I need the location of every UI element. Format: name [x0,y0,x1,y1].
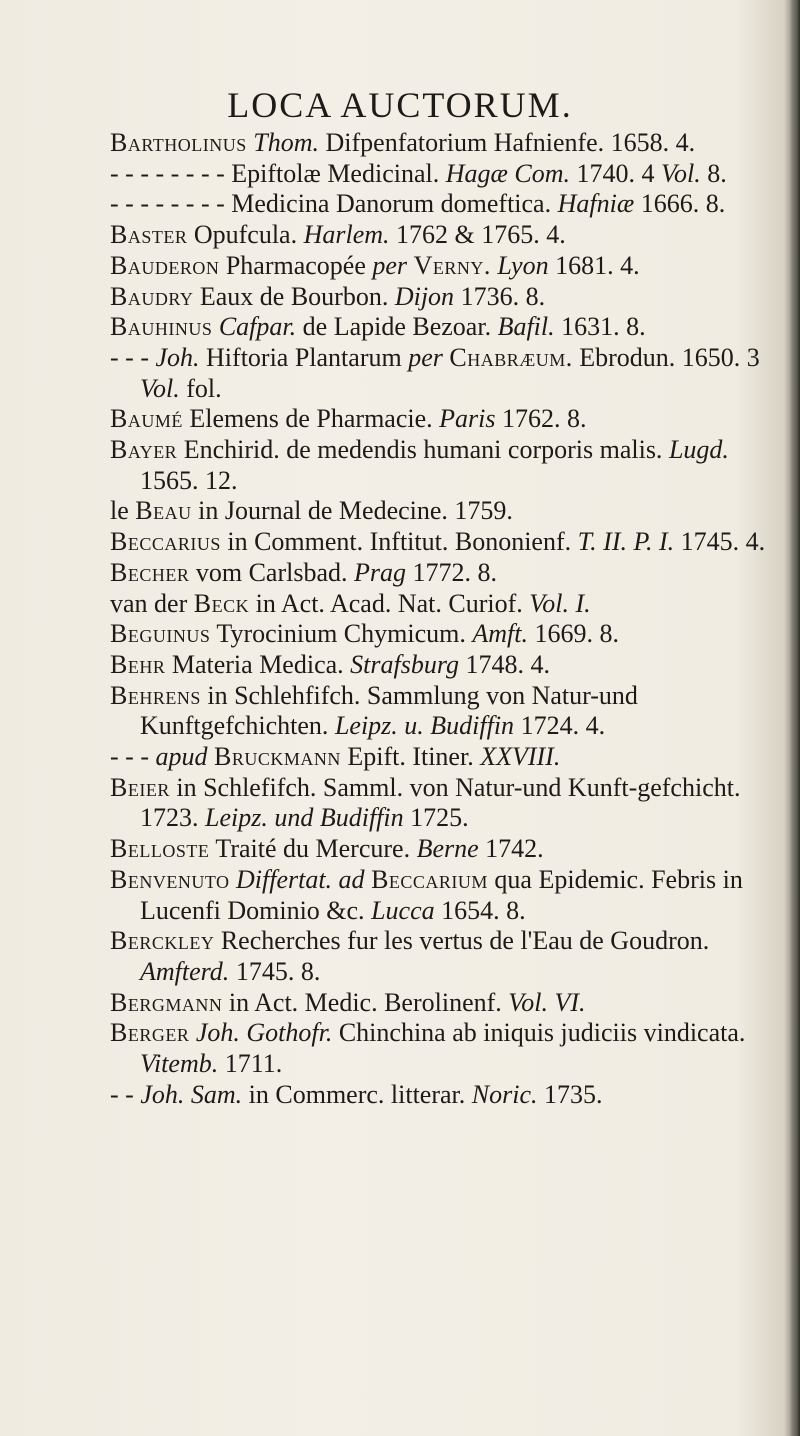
reference-entry [110,650,770,681]
italic-text: Vol. [660,158,701,188]
entry-text: Epift. Itiner. [340,742,481,772]
italic-text: Prag [354,557,406,587]
reference-entry [110,926,770,987]
reference-entry [110,527,770,558]
author-name: Beccarius [110,527,221,557]
entry-text: - - - - - - - - Epiftolæ Medicinal. [110,158,446,188]
italic-text: Strafsburg [350,649,459,679]
entry-text: in Act. Acad. Nat. Curiof. [249,588,530,618]
italic-text: Amfterd. [140,956,230,986]
author-name: Behrens [110,680,201,710]
entry-text: 1666. 8. [634,189,726,219]
reference-entry [110,865,770,926]
author-name: Berckley [110,926,215,956]
italic-text: apud [155,742,208,772]
entry-text: 1745. 4. [674,527,766,557]
italic-text: Vitemb. [140,1049,219,1079]
reference-entry [110,681,770,742]
entry-text: in Journal de Medecine. 1759. [191,496,513,526]
reference-entry [110,282,770,313]
italic-text: Bafil. [497,312,555,342]
entry-text: in Schlefifch. Samml. von Natur-und Kunft-gefchicht. 1723. [140,772,741,833]
entry-text: in Schlehfifch. Sammlung von Natur-und Kunftgefchichten. [140,680,638,741]
author-name: Bergmann [110,987,223,1017]
italic-text: Berne [416,834,479,864]
entry-text: Recherches fur les vertus de l'Eau de Goudron. [214,926,710,956]
entry-text: Traité du Mercure. [209,834,417,864]
reference-entry [110,404,770,435]
italic-text: Cafpar. [218,312,297,342]
entry-text: 1724. 4. [514,711,606,741]
reference-entry [110,220,770,251]
entry-text: in Act. Medic. Berolinenf. [222,987,509,1017]
author-name: Chabræum. [449,342,573,372]
entry-text: 1669. 8. [527,619,619,649]
author-name: Beguinus [110,619,211,649]
italic-text: Hagæ Com. [445,158,570,188]
entry-text: 8. [700,158,727,188]
entry-text: 1654. 8. [434,895,526,925]
entry-text: - - - - - - - - Medicina Danorum domeftica. [110,189,558,219]
entry-text: Opufcula. [187,220,304,250]
entry-text: Chinchina ab iniquis judiciis vindicata. [332,1018,746,1048]
reference-entry [110,251,770,282]
author-name: Baudry [110,281,194,311]
entry-text: Eaux de Bourbon. [193,281,395,311]
italic-text: per [372,250,408,280]
author-name: Bayer [110,435,178,465]
italic-text: Differtat. ad [236,864,365,894]
entry-text: Materia Medica. [165,649,351,679]
entry-text: 1631. 8. [554,312,646,342]
entry-text: Hiftoria Plantarum [199,342,409,372]
author-name: Berger [110,1018,190,1048]
italic-text: Paris [439,404,496,434]
italic-text: Noric. [471,1079,538,1109]
reference-entry [110,558,770,589]
italic-text: Lugd. [668,435,729,465]
entry-text: 1565. 12. [140,465,238,495]
entry-text: 1742. [478,834,544,864]
entry-text: Tyrocinium Chymicum. [210,619,473,649]
reference-entry [110,343,770,404]
italic-text: Vol. [140,373,180,403]
entry-text: 1735. [537,1079,603,1109]
entry-text: in Comment. Inftitut. Bononienf. [220,527,578,557]
page-edge-shadow [790,0,800,1436]
reference-entry [110,435,770,496]
entry-text: - - - [110,742,156,772]
italic-text: T. II. P. I. [577,527,675,557]
entry-text: vom Carlsbad. [189,557,354,587]
italic-text: Thom. [253,128,320,157]
reference-entry [110,128,770,159]
reference-list [110,128,770,1111]
entry-text: qua Epidemic. Febris in Lucenfi Dominio &c. [140,864,743,925]
entry-text: 1762 & 1765. 4. [389,220,566,250]
entry-text: Enchirid. de medendis humani corporis malis. [177,435,669,465]
entry-text: Difpenfatorium Hafnienfe. 1658. 4. [319,128,696,157]
italic-text: Lyon [497,250,549,280]
author-name: Beck [193,588,250,618]
author-name: Beccarium [371,864,488,894]
entry-text: 1772. 8. [406,557,497,587]
entry-text: fol. [179,373,222,403]
page-heading: LOCA AUCTORUM. [227,85,573,125]
entry-text: 1745. 8. [229,956,321,986]
italic-text: Dijon [394,281,455,311]
entry-text: Elemens de Pharmacie. [182,404,440,434]
reference-entry [110,619,770,650]
author-name: Beau [135,496,192,526]
italic-text: Joh. Gothofr. [195,1018,333,1048]
author-name: Bauderon [110,250,220,280]
italic-text: Vol. I. [529,588,591,618]
entry-text: 1748. 4. [459,649,550,679]
italic-text: XXVIII. [480,742,561,772]
entry-text: 1762. 8. [495,404,587,434]
author-name: Bartholinus [110,128,247,157]
reference-entry [110,988,770,1019]
author-name: Baster [110,220,188,250]
entry-text: 1711. [218,1049,283,1079]
entry-text: 1681. 4. [548,250,640,280]
entry-text: Pharmacopée [219,250,373,280]
author-name: Bauhinus [110,312,213,342]
italic-text: per [408,342,443,372]
entry-text: - - - [110,342,156,372]
author-name: Beier [110,772,170,802]
reference-entry [110,1018,770,1079]
entry-text: in Commerc. litterar. [242,1079,472,1109]
author-name: Bruckmann [213,742,341,772]
entry-text: 1740. 4 [569,158,661,188]
italic-text: Hafniæ [557,189,635,219]
italic-text: Lucca [371,895,435,925]
reference-entry [110,773,770,834]
reference-entry [110,1080,770,1111]
entry-text: le [110,496,136,526]
author-name: Behr [110,649,166,679]
italic-text: Leipz. und Budiffin [205,803,404,833]
reference-entry [110,189,770,220]
italic-text: Harlem. [303,220,390,250]
reference-entry [110,159,770,190]
entry-text: 1736. 8. [454,281,546,311]
italic-text: Joh. Sam. [140,1079,243,1109]
author-name: Verny. [413,250,491,280]
author-name: Becher [110,557,190,587]
italic-text: Amft. [472,619,528,649]
reference-entry [110,742,770,773]
reference-entry [110,834,770,865]
italic-text: Joh. [155,342,200,372]
italic-text: Vol. VI. [508,987,586,1017]
entry-text: 1725. [403,803,469,833]
author-name: Benvenuto [110,864,230,894]
entry-text: - - [110,1079,141,1109]
reference-entry [110,589,770,620]
reference-entry [110,496,770,527]
author-name: Baumé [110,404,183,434]
reference-entry [110,312,770,343]
entry-text: van der [110,588,194,618]
author-name: Belloste [110,834,210,864]
entry-text: de Lapide Bezoar. [296,312,498,342]
italic-text: Leipz. u. Budiffin [334,711,515,741]
entry-text: Ebrodun. 1650. 3 [572,342,760,372]
